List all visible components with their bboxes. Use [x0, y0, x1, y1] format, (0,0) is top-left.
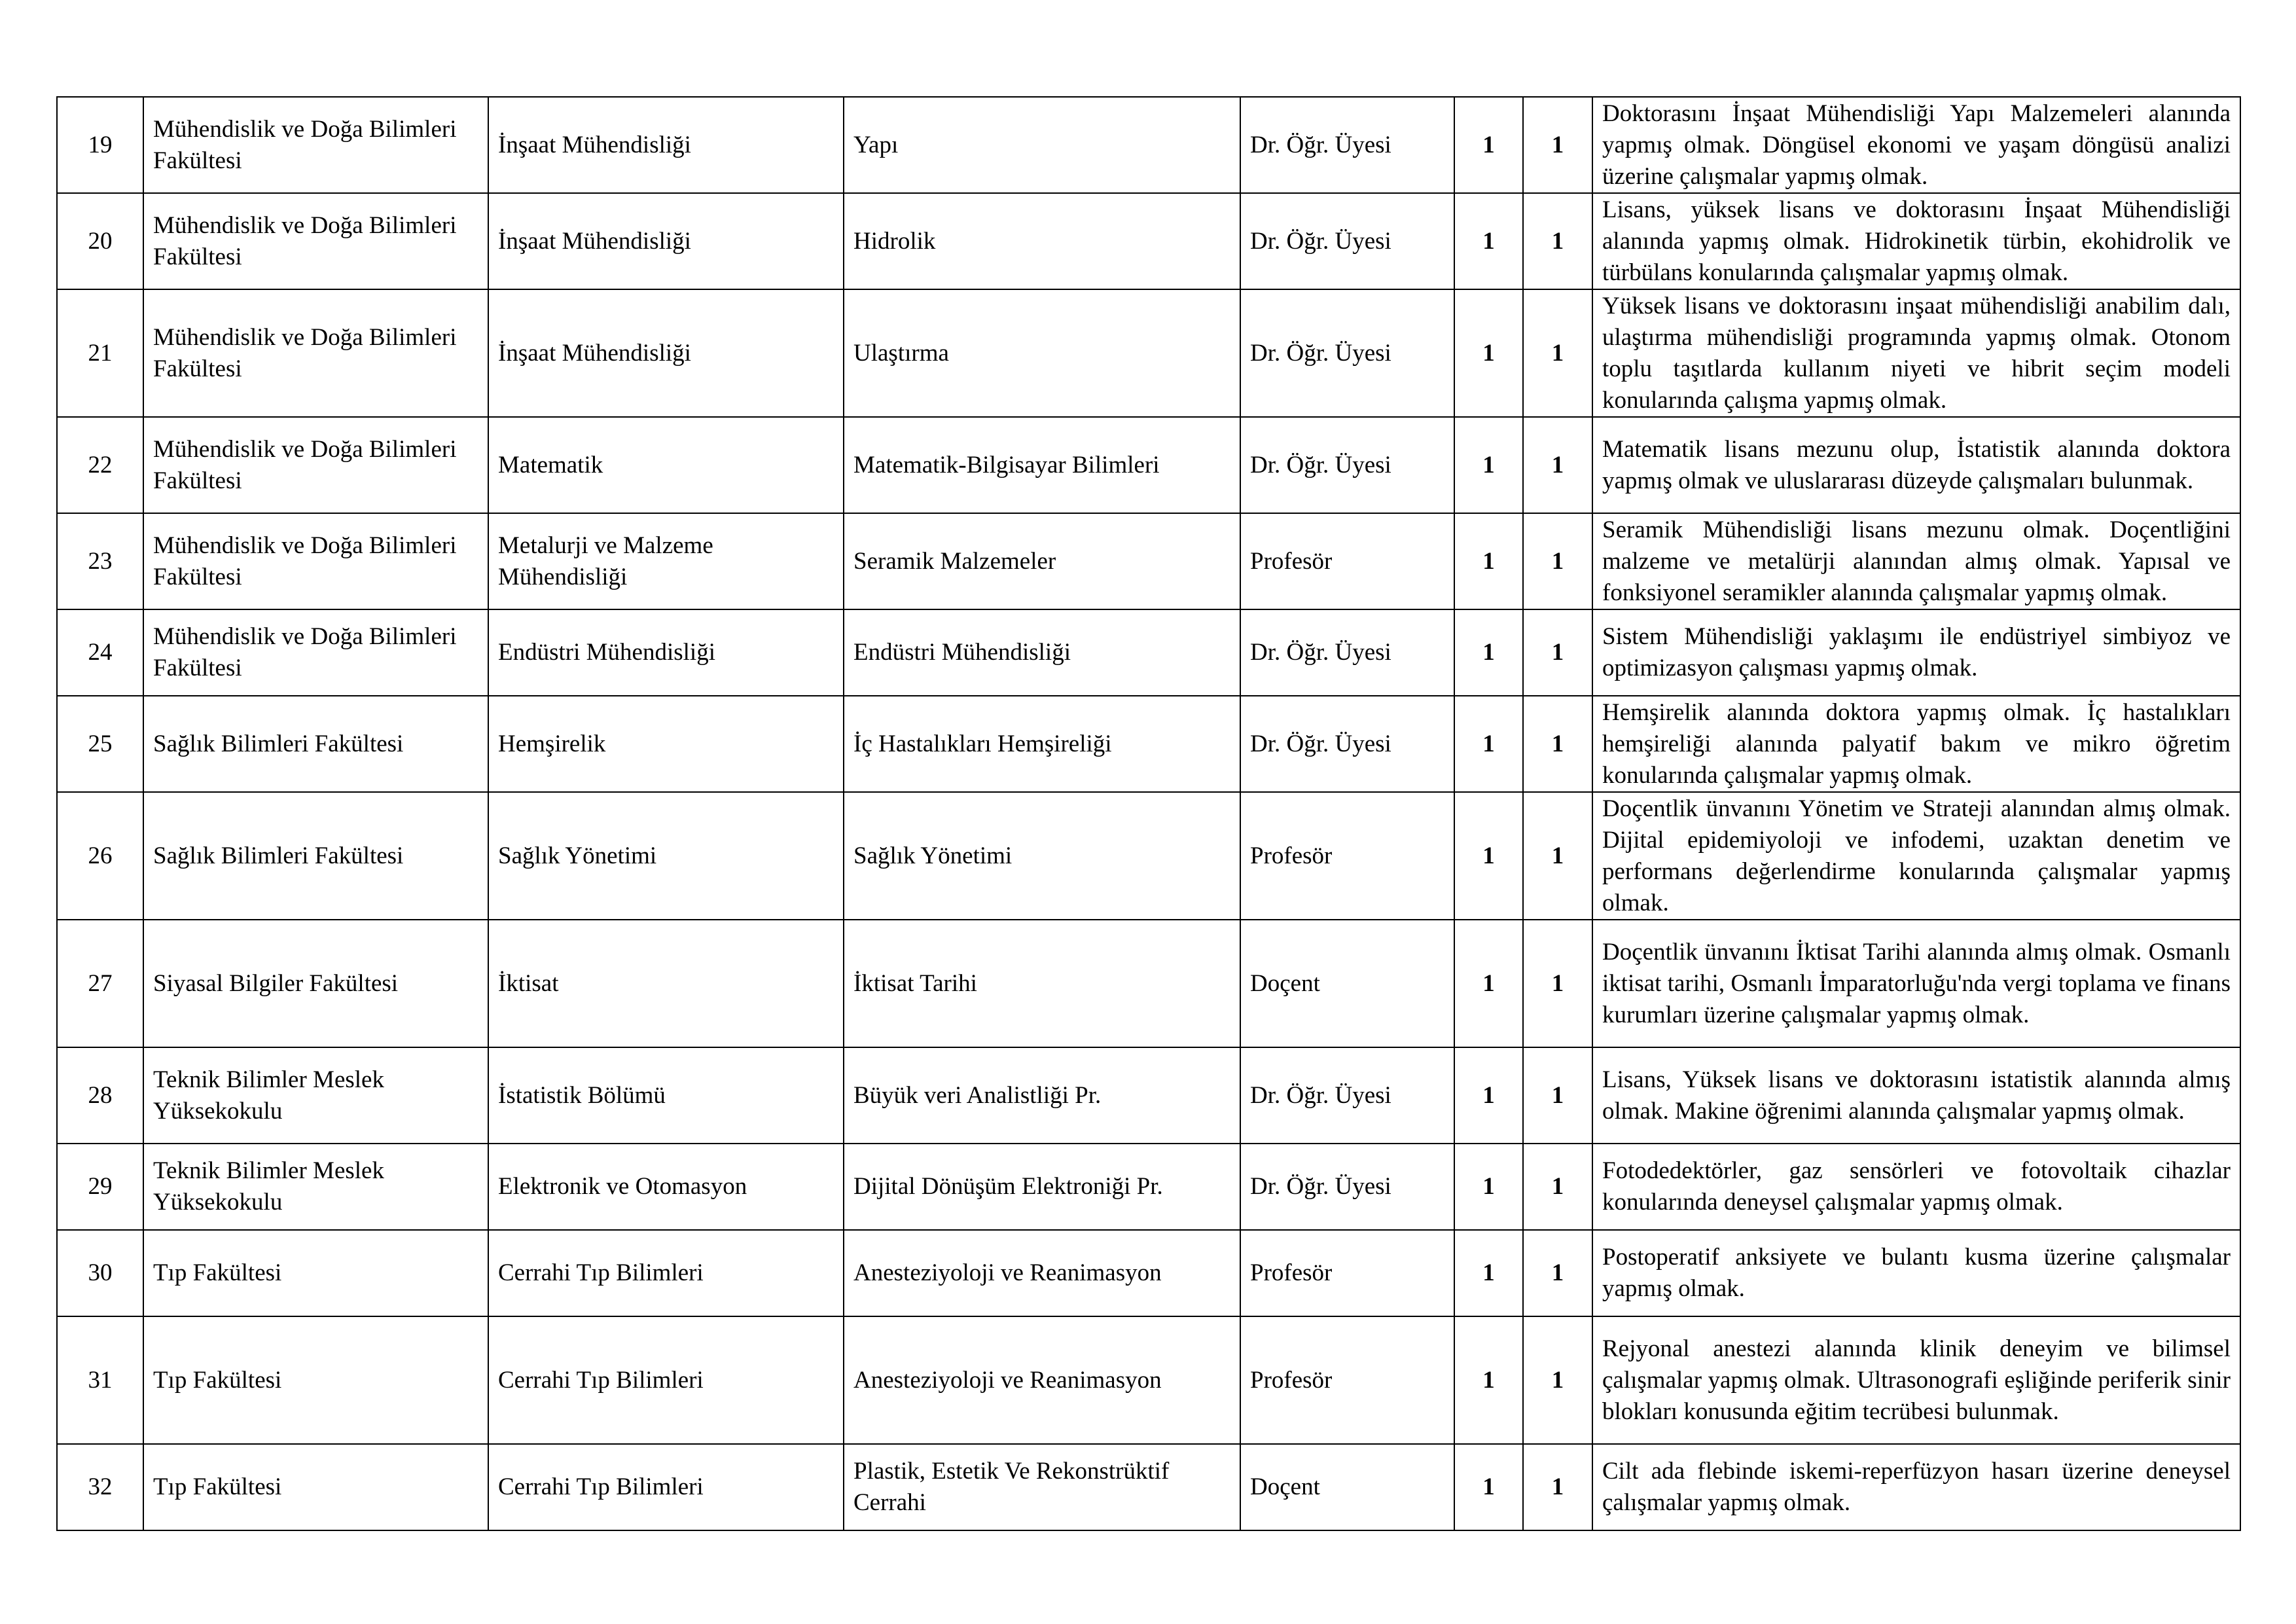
field-cell: Anesteziyoloji ve Reanimasyon — [844, 1316, 1240, 1444]
faculty-cell: Sağlık Bilimleri Fakültesi — [143, 696, 488, 792]
requirement-cell: Seramik Mühendisliği lisans mezunu olmak. Doçentliğini malzeme ve metalürji alanından almış olmak. Yapısal ve fonksiyonel seramikler alanında çalışmalar yapmış olmak. — [1592, 513, 2240, 609]
department-cell: Cerrahi Tıp Bilimleri — [488, 1316, 844, 1444]
faculty-cell: Mühendislik ve Doğa Bilimleri Fakültesi — [143, 609, 488, 696]
count-b-cell: 1 — [1523, 792, 1592, 920]
count-a-cell: 1 — [1454, 1230, 1523, 1316]
department-cell: İnşaat Mühendisliği — [488, 193, 844, 289]
table-row — [57, 696, 2240, 792]
field-cell: Ulaştırma — [844, 289, 1240, 417]
position-table — [56, 96, 2241, 1531]
table-row — [57, 609, 2240, 696]
department-cell: İnşaat Mühendisliği — [488, 289, 844, 417]
title-cell: Dr. Öğr. Üyesi — [1240, 97, 1454, 193]
count-a-cell: 1 — [1454, 1316, 1523, 1444]
requirement-cell: Doktorasını İnşaat Mühendisliği Yapı Malzemeleri alanında yapmış olmak. Döngüsel ekonomi ve yaşam döngüsü analizi üzerine çalışmalar yapmış olmak. — [1592, 97, 2240, 193]
count-b-cell: 1 — [1523, 1230, 1592, 1316]
requirement-cell: Lisans, yüksek lisans ve doktorasını İnşaat Mühendisliği alanında yapmış olmak. Hidrokinetik türbin, ekohidrolik ve türbülans konularında çalışmalar yapmış olmak. — [1592, 193, 2240, 289]
faculty-cell: Teknik Bilimler Meslek Yüksekokulu — [143, 1047, 488, 1144]
title-cell: Dr. Öğr. Üyesi — [1240, 696, 1454, 792]
count-a-cell: 1 — [1454, 193, 1523, 289]
count-a-cell: 1 — [1454, 417, 1523, 513]
department-cell: Sağlık Yönetimi — [488, 792, 844, 920]
title-cell: Dr. Öğr. Üyesi — [1240, 193, 1454, 289]
title-cell: Doçent — [1240, 920, 1454, 1047]
title-cell: Dr. Öğr. Üyesi — [1240, 1144, 1454, 1230]
faculty-cell: Tıp Fakültesi — [143, 1316, 488, 1444]
faculty-cell: Mühendislik ve Doğa Bilimleri Fakültesi — [143, 289, 488, 417]
title-cell: Profesör — [1240, 792, 1454, 920]
faculty-cell: Mühendislik ve Doğa Bilimleri Fakültesi — [143, 417, 488, 513]
title-cell: Dr. Öğr. Üyesi — [1240, 1047, 1454, 1144]
field-cell: Anesteziyoloji ve Reanimasyon — [844, 1230, 1240, 1316]
table-row — [57, 1144, 2240, 1230]
row-number: 31 — [57, 1316, 143, 1444]
row-number: 28 — [57, 1047, 143, 1144]
count-b-cell: 1 — [1523, 97, 1592, 193]
row-number: 32 — [57, 1444, 143, 1530]
title-cell: Profesör — [1240, 1230, 1454, 1316]
title-cell: Profesör — [1240, 1316, 1454, 1444]
field-cell: Sağlık Yönetimi — [844, 792, 1240, 920]
faculty-cell: Mühendislik ve Doğa Bilimleri Fakültesi — [143, 513, 488, 609]
field-cell: Hidrolik — [844, 193, 1240, 289]
department-cell: İktisat — [488, 920, 844, 1047]
count-b-cell: 1 — [1523, 696, 1592, 792]
count-b-cell: 1 — [1523, 289, 1592, 417]
table-row — [57, 920, 2240, 1047]
count-b-cell: 1 — [1523, 193, 1592, 289]
count-b-cell: 1 — [1523, 513, 1592, 609]
requirement-cell: Doçentlik ünvanını İktisat Tarihi alanında almış olmak. Osmanlı iktisat tarihi, Osmanlı İmparatorluğu'nda vergi toplama ve finans kurumları üzerine çalışmalar yapmış olmak. — [1592, 920, 2240, 1047]
count-b-cell: 1 — [1523, 1144, 1592, 1230]
row-number: 25 — [57, 696, 143, 792]
requirement-cell: Sistem Mühendisliği yaklaşımı ile endüstriyel simbiyoz ve optimizasyon çalışması yapmış olmak. — [1592, 609, 2240, 696]
field-cell: Büyük veri Analistliği Pr. — [844, 1047, 1240, 1144]
count-b-cell: 1 — [1523, 417, 1592, 513]
requirement-cell: Rejyonal anestezi alanında klinik deneyim ve bilimsel çalışmalar yapmış olmak. Ultrasonografi eşliğinde periferik sinir blokları konusunda eğitim tecrübesi bulunmak. — [1592, 1316, 2240, 1444]
count-a-cell: 1 — [1454, 696, 1523, 792]
faculty-cell: Tıp Fakültesi — [143, 1444, 488, 1530]
requirement-cell: Hemşirelik alanında doktora yapmış olmak. İç hastalıkları hemşireliği alanında palyatif bakım ve mikro öğretim konularında çalışmalar yapmış olmak. — [1592, 696, 2240, 792]
table-row — [57, 792, 2240, 920]
faculty-cell: Mühendislik ve Doğa Bilimleri Fakültesi — [143, 193, 488, 289]
title-cell: Doçent — [1240, 1444, 1454, 1530]
field-cell: Matematik-Bilgisayar Bilimleri — [844, 417, 1240, 513]
title-cell: Profesör — [1240, 513, 1454, 609]
requirement-cell: Cilt ada flebinde iskemi-reperfüzyon hasarı üzerine deneysel çalışmalar yapmış olmak. — [1592, 1444, 2240, 1530]
table-row — [57, 1230, 2240, 1316]
faculty-cell: Sağlık Bilimleri Fakültesi — [143, 792, 488, 920]
field-cell: Seramik Malzemeler — [844, 513, 1240, 609]
count-b-cell: 1 — [1523, 920, 1592, 1047]
table-row — [57, 289, 2240, 417]
row-number: 29 — [57, 1144, 143, 1230]
row-number: 30 — [57, 1230, 143, 1316]
faculty-cell: Siyasal Bilgiler Fakültesi — [143, 920, 488, 1047]
count-a-cell: 1 — [1454, 609, 1523, 696]
table-body — [57, 97, 2240, 1530]
requirement-cell: Yüksek lisans ve doktorasını inşaat mühendisliği anabilim dalı, ulaştırma mühendisliği programında yapmış olmak. Otonom toplu taşıtlarda kullanım niyeti ve hibrit seçim modeli konularında çalışma yapmış olmak. — [1592, 289, 2240, 417]
table-row — [57, 513, 2240, 609]
requirement-cell: Fotodedektörler, gaz sensörleri ve fotovoltaik cihazlar konularında deneysel çalışmalar yapmış olmak. — [1592, 1144, 2240, 1230]
count-a-cell: 1 — [1454, 1047, 1523, 1144]
requirement-cell: Matematik lisans mezunu olup, İstatistik alanında doktora yapmış olmak ve uluslararası düzeyde çalışmaları bulunmak. — [1592, 417, 2240, 513]
row-number: 21 — [57, 289, 143, 417]
department-cell: Hemşirelik — [488, 696, 844, 792]
table-row — [57, 1047, 2240, 1144]
count-b-cell: 1 — [1523, 609, 1592, 696]
count-a-cell: 1 — [1454, 97, 1523, 193]
requirement-cell: Doçentlik ünvanını Yönetim ve Strateji alanından almış olmak. Dijital epidemiyoloji ve infodemi, uzaktan denetim ve performans değerlendirme konularında çalışmalar yapmış olmak. — [1592, 792, 2240, 920]
field-cell: İç Hastalıkları Hemşireliği — [844, 696, 1240, 792]
count-b-cell: 1 — [1523, 1444, 1592, 1530]
department-cell: Endüstri Mühendisliği — [488, 609, 844, 696]
count-a-cell: 1 — [1454, 1444, 1523, 1530]
row-number: 23 — [57, 513, 143, 609]
department-cell: İnşaat Mühendisliği — [488, 97, 844, 193]
field-cell: Endüstri Mühendisliği — [844, 609, 1240, 696]
row-number: 20 — [57, 193, 143, 289]
row-number: 26 — [57, 792, 143, 920]
row-number: 24 — [57, 609, 143, 696]
count-a-cell: 1 — [1454, 920, 1523, 1047]
count-a-cell: 1 — [1454, 513, 1523, 609]
row-number: 22 — [57, 417, 143, 513]
requirement-cell: Lisans, Yüksek lisans ve doktorasını istatistik alanında almış olmak. Makine öğrenimi alanında çalışmalar yapmış olmak. — [1592, 1047, 2240, 1144]
department-cell: Metalurji ve Malzeme Mühendisliği — [488, 513, 844, 609]
table-row — [57, 193, 2240, 289]
requirement-cell: Postoperatif anksiyete ve bulantı kusma üzerine çalışmalar yapmış olmak. — [1592, 1230, 2240, 1316]
table-row — [57, 1316, 2240, 1444]
department-cell: Cerrahi Tıp Bilimleri — [488, 1444, 844, 1530]
faculty-cell: Tıp Fakültesi — [143, 1230, 488, 1316]
field-cell: Dijital Dönüşüm Elektroniği Pr. — [844, 1144, 1240, 1230]
row-number: 19 — [57, 97, 143, 193]
row-number: 27 — [57, 920, 143, 1047]
table-row — [57, 417, 2240, 513]
department-cell: Matematik — [488, 417, 844, 513]
department-cell: Cerrahi Tıp Bilimleri — [488, 1230, 844, 1316]
title-cell: Dr. Öğr. Üyesi — [1240, 609, 1454, 696]
department-cell: İstatistik Bölümü — [488, 1047, 844, 1144]
field-cell: İktisat Tarihi — [844, 920, 1240, 1047]
department-cell: Elektronik ve Otomasyon — [488, 1144, 844, 1230]
title-cell: Dr. Öğr. Üyesi — [1240, 289, 1454, 417]
field-cell: Plastik, Estetik Ve Rekonstrüktif Cerrahi — [844, 1444, 1240, 1530]
count-a-cell: 1 — [1454, 1144, 1523, 1230]
count-a-cell: 1 — [1454, 792, 1523, 920]
count-b-cell: 1 — [1523, 1316, 1592, 1444]
count-a-cell: 1 — [1454, 289, 1523, 417]
table-row — [57, 1444, 2240, 1530]
field-cell: Yapı — [844, 97, 1240, 193]
table-row — [57, 97, 2240, 193]
faculty-cell: Teknik Bilimler Meslek Yüksekokulu — [143, 1144, 488, 1230]
count-b-cell: 1 — [1523, 1047, 1592, 1144]
faculty-cell: Mühendislik ve Doğa Bilimleri Fakültesi — [143, 97, 488, 193]
title-cell: Dr. Öğr. Üyesi — [1240, 417, 1454, 513]
